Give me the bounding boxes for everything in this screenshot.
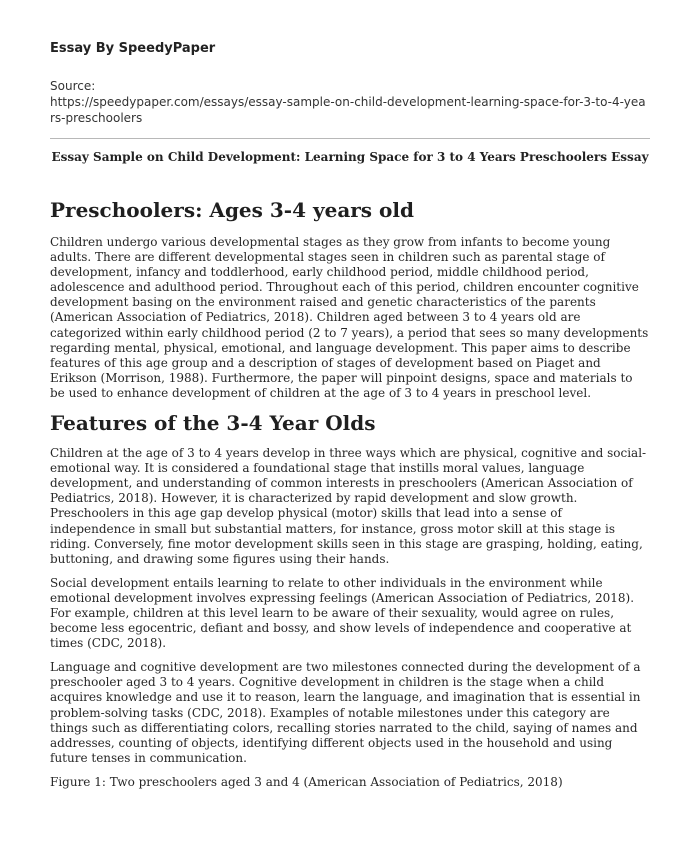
figure-caption: Figure 1: Two preschoolers aged 3 and 4 (American Association of Pediatrics, 2018)	[50, 774, 563, 789]
paragraph: Children at the age of 3 to 4 years develop in three ways which are physical, cognitive and social-emotional way. It is considered a foundational stage that instills moral values, language development, and understanding of common interests in preschoolers (American Association of Pediatrics, 2018). However, it is characterized by rapid development and slow growth. Preschoolers in this age gap develop physical (motor) skills that lead into a sense of independence in small but substantial matters, for instance, gross motor skill at this stage is riding. Conversely, fine motor development skills seen in this stage are grasping, holding, eating, buttoning, and drawing some figures using their hands.	[50, 446, 647, 566]
source-label: Source:	[50, 79, 96, 93]
document-page	[50, 40, 650, 799]
source-url[interactable]: https://speedypaper.com/essays/essay-sample-on-child-development-learning-space-for-3-to-4-years-preschoolers	[50, 95, 646, 125]
header-divider	[50, 138, 650, 139]
paragraph: Children undergo various developmental stages as they grow from infants to become young adults. There are different developmental stages seen in children such as parental stage of development, infancy and toddlerhood, early childhood period, middle childhood period, adolescence and adulthood period. Throughout each of this period, children encounter cognitive development basing on the environment raised and genetic characteristics of the parents (American Association of Pediatrics, 2018). Children aged between 3 to 4 years old are categorized within early childhood period (2 to 7 years), a period that sees so many developments regarding mental, physical, emotional, and language development. This paper aims to describe features of this age group and a description of stages of development based on Piaget and Erikson (Morrison, 1988). Furthermore, the paper will pinpoint designs, space and materials to be used to enhance development of children at the age of 3 to 4 years in preschool level.	[50, 235, 649, 400]
section-heading-features: Features of the 3-4 Year Olds	[50, 411, 376, 436]
paragraph: Language and cognitive development are two milestones connected during the development of a preschooler aged 3 to 4 years. Cognitive development in children is the stage when a child acquires knowledge and use it to reason, learn the language, and imagination that is essential in problem-solving tasks (CDC, 2018). Examples of notable milestones under this category are things such as differentiating colors, recalling stories narrated to the child, saying of names and addresses, counting of objects, identifying different objects used in the household and using future tenses in communication.	[50, 660, 641, 765]
section-heading-preschoolers: Preschoolers: Ages 3-4 years old	[50, 198, 414, 222]
document-title: Essay Sample on Child Development: Learning Space for 3 to 4 Years Preschoolers Essay	[51, 150, 649, 164]
brand-title: Essay By SpeedyPaper	[50, 41, 216, 56]
paragraph: Social development entails learning to relate to other individuals in the environment while emotional development involves expressing feelings (American Association of Pediatrics, 2018). For example, children at this level learn to be aware of their sexuality, would agree on rules, become less egocentric, defiant and bossy, and show levels of independence and cooperative at times (CDC, 2018).	[50, 575, 635, 651]
